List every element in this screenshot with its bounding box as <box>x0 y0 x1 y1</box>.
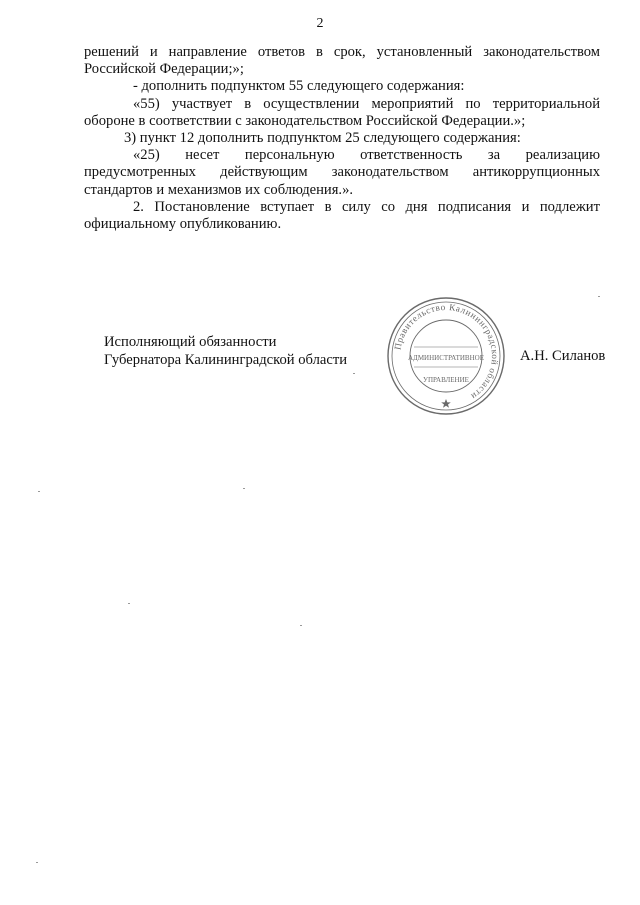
seal-center-text-1: АДМИНИСТРАТИВНОЕ <box>408 354 484 362</box>
signatory-position-line2: Губернатора Калининградской области <box>104 352 348 368</box>
paragraph-5: «25) несет персональную ответственность за реализацию предусмотренных действующим законодательством антикоррупционных стандартов и механизмов их соблюдения.». <box>84 147 600 198</box>
paragraph-1: решений и направление ответов в срок, установленный законодательством Российской Федерации;»; <box>84 44 600 78</box>
official-seal-stamp <box>384 294 508 418</box>
seal-outer-text: Правительство Калининградской области <box>392 301 501 402</box>
document-body <box>84 44 600 233</box>
scan-speck <box>128 603 130 604</box>
scan-speck <box>36 862 38 863</box>
signatory-position <box>104 333 347 369</box>
scan-speck <box>353 373 355 374</box>
paragraph-2: - дополнить подпунктом 55 следующего содержания: <box>133 78 465 95</box>
paragraph-4: 3) пункт 12 дополнить подпунктом 25 следующего содержания: <box>124 130 521 147</box>
scan-speck <box>38 491 40 492</box>
signatory-name: А.Н. Силанов <box>520 348 606 364</box>
scan-speck <box>300 625 302 626</box>
seal-center-text-2: УПРАВЛЕНИЕ <box>423 376 469 384</box>
signatory-position-line1: Исполняющий обязанности <box>104 334 277 350</box>
scan-speck <box>243 488 245 489</box>
paragraph-3: «55) участвует в осуществлении мероприятий по территориальной обороне в соответствии с законодательством Российской Федерации.»; <box>84 95 600 129</box>
page-number: 2 <box>316 16 324 31</box>
scan-speck <box>598 296 600 297</box>
seal-star-icon <box>441 399 451 408</box>
paragraph-6: 2. Постановление вступает в силу со дня подписания и подлежит официальному опубликованию. <box>84 198 600 233</box>
